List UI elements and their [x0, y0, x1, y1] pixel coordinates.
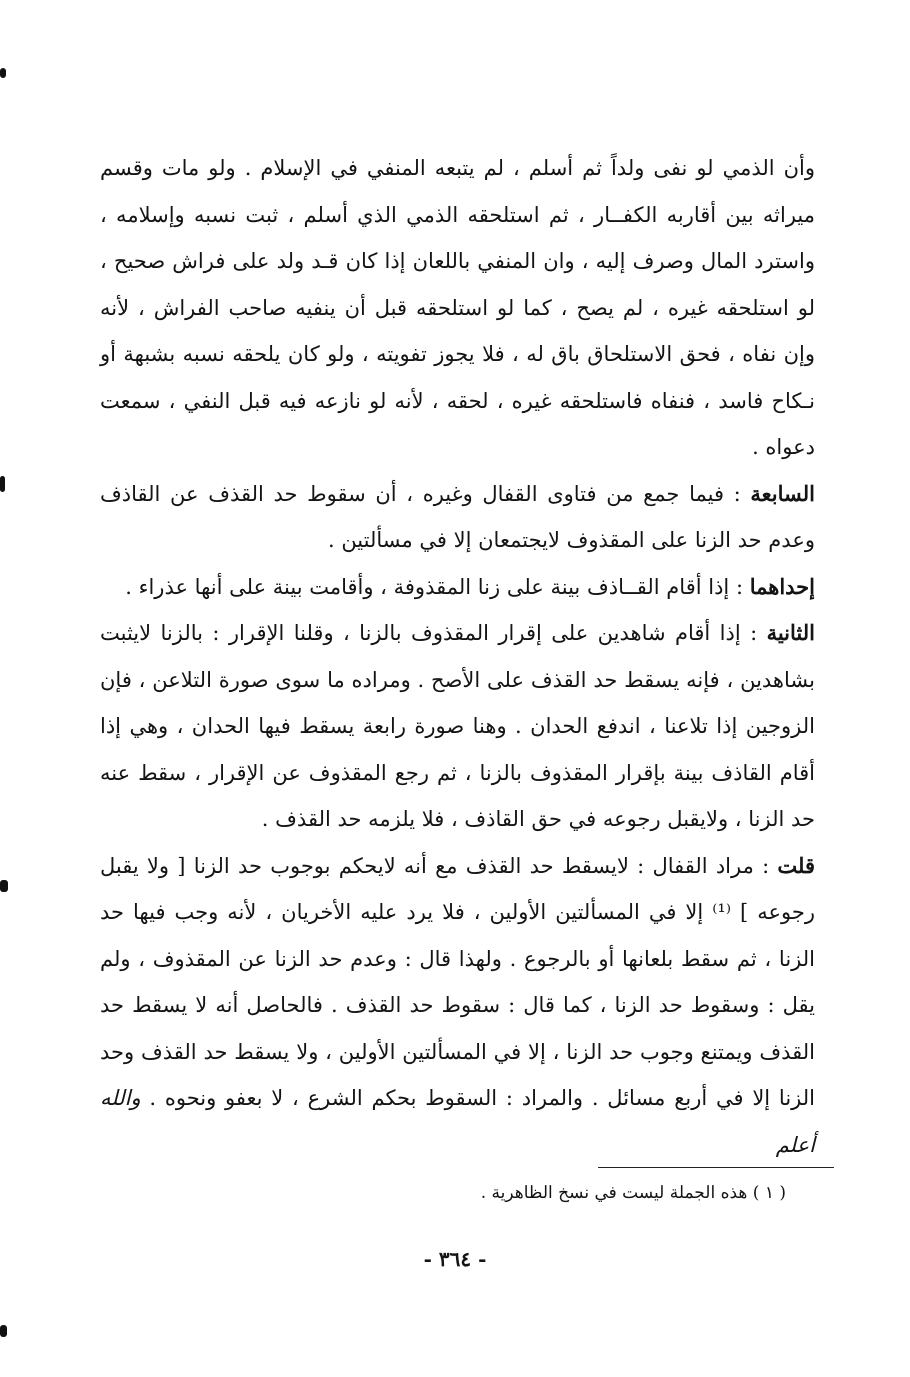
body-text: [100, 145, 815, 1168]
paragraph-lead-word: قلت: [777, 852, 815, 878]
paragraph-text: : إذا أقام القــاذف بينة على زنا المقذوفة ، وأقامت بينة على أنها عذراء .: [125, 574, 750, 599]
scan-edge-mark-lower: [0, 880, 8, 892]
closing-formula: والله أعلم: [100, 1086, 815, 1157]
paragraph-lead-word: السابعة: [750, 480, 815, 506]
scan-edge-mark-top: [0, 68, 6, 78]
paragraph-commentary: [100, 843, 815, 1169]
page-number: - ٣٦٤ -: [423, 1247, 487, 1271]
paragraph-text: : فيما جمع من فتاوى القفال وغيره ، أن سقوط حد القذف عن القاذف وعدم حد الزنا على المقذوف لايجتمعان إلا في مسألتين .: [100, 481, 815, 552]
scan-edge-mark-bottom: [0, 1325, 7, 1337]
paragraph-second-case: [100, 610, 815, 843]
paragraph-text: : إذا أقام شاهدين على إقرار المقذوف بالزنا ، وقلنا الإقرار : بالزنا لايثبت بشاهدين ، فإنه يسقط حد القذف على الأصح . ومراده ما سوى صورة التلاعن ، فإن الزوجين إذا تلاعنا ، اندفع الحدان . وهنا صورة رابعة يسقط فيها الحدان ، وهي إذا أقام القاذف بينة بإقرار المقذوف بالزنا ، ثم رجع المقذوف عن الإقرار ، سقط عنه حد الزنا ، ولايقبل رجوعه في حق القاذف ، فلا يلزمه حد القذف .: [100, 621, 815, 831]
footnote: ( ١ ) هذه الجملة ليست في نسخ الظاهرية .: [480, 1183, 786, 1203]
paragraph-text: : مراد القفال : لايسقط حد القذف مع أنه لايحكم بوجوب حد الزنا [ ولا يقبل رجوعه ] ⁽¹⁾ إلا في المسألتين الأولين ، فلا يرد عليه الأخريان ، لأنه وجب فيها حد الزنا ، ثم سقط بلعانها أو بالرجوع . ولهذا قال : وعدم حد الزنا عن المقذوف ، ولم يقل : وسقوط حد الزنا ، كما قال : سقوط حد القذف . فالحاصل أنه لا يسقط حد القذف ويمتنع وجوب حد الزنا ، إلا في المسألتين الأولين ، ولا يسقط حد القذف وحد الزنا إلا في أربع مسائل . والمراد : السقوط بحكم الشرع ، لا بعفو ونحوه .: [100, 853, 816, 1110]
paragraph-text: وأن الذمي لو نفى ولداً ثم أسلم ، لم يتبعه المنفي في الإسلام . ولو مات وقسم ميراثه بين أقاربه الكفــار ، ثم استلحقه الذمي الذي أسلم ، ثبت نسبه وإسلامه ، واسترد المال وصرف إليه ، وان المنفي باللعان إذا كان قـد ولد على فراش صحيح ، لو استلحقه غيره ، لم يصح ، كما لو استلحقه قبل أن ينفيه صاحب الفراش ، لأنه وإن نفاه ، فحق الاستلحاق باق له ، فلا يجوز تفويته ، ولو كان يلحقه نسبه بشبهة أو نـكاح فاسد ، فنفاه فاستلحقه غيره ، لحقه ، لأنه لو نازعه فيه قبل النفي ، سمعت دعواه .: [100, 156, 815, 459]
paragraph-first-case: [100, 564, 815, 611]
paragraph-intro: [100, 145, 815, 471]
footnote-divider: [598, 1167, 834, 1168]
paragraph-lead-word: الثانية: [766, 620, 815, 645]
paragraph-seventh: [100, 471, 815, 564]
paragraph-lead-word: إحداهما: [749, 573, 815, 599]
scan-edge-mark-middle: [0, 476, 5, 492]
